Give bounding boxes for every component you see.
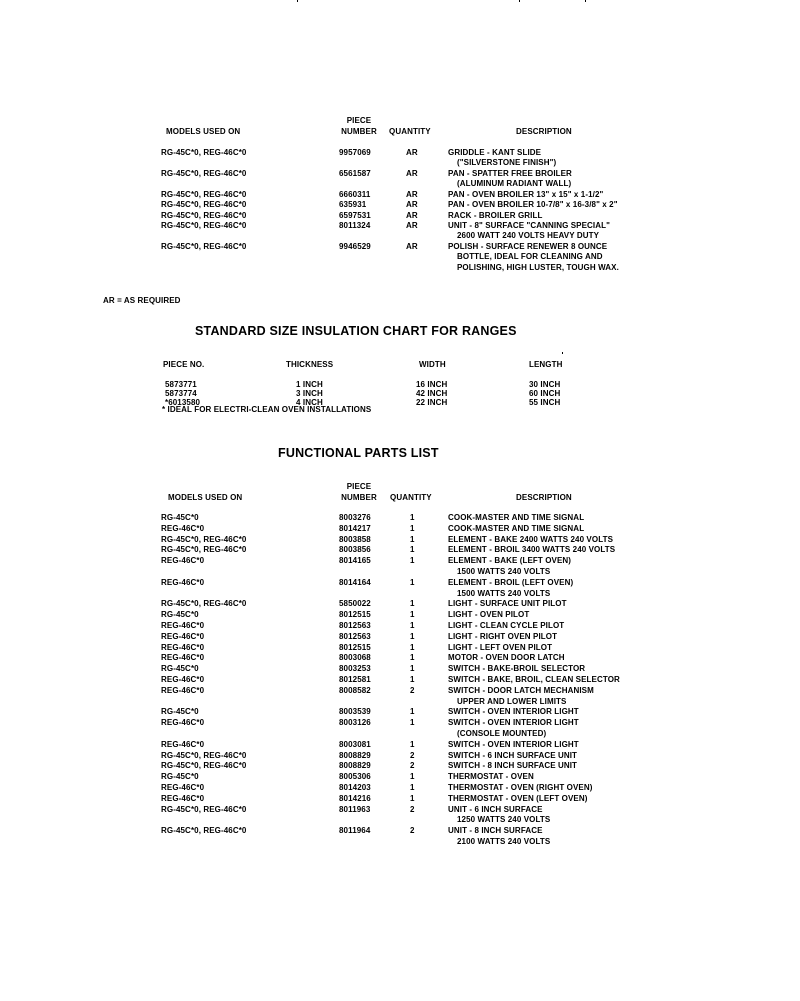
model-cell: RG-45C*0 — [161, 707, 199, 717]
description-cell: THERMOSTAT - OVEN (LEFT OVEN) — [448, 793, 588, 803]
description-cell: BOTTLE, IDEAL FOR CLEANING AND — [457, 252, 603, 262]
functional-title: FUNCTIONAL PARTS LIST — [278, 446, 439, 460]
piece-number-cell: 8003858 — [339, 534, 371, 544]
description-cell: COOK-MASTER AND TIME SIGNAL — [448, 513, 585, 522]
description-cell: LIGHT - OVEN PILOT — [448, 610, 530, 620]
quantity-cell: 1 — [410, 739, 415, 749]
piece-number-cell: 8014216 — [339, 793, 371, 803]
description-cell: 1250 WATTS 240 VOLTS — [457, 815, 551, 825]
quantity-cell: 1 — [410, 513, 415, 522]
model-cell: RG-45C*0 — [161, 610, 199, 620]
model-cell: REG-46C*0 — [161, 642, 205, 652]
model-cell: RG-45C*0, REG-46C*0 — [161, 599, 247, 609]
piece-number-cell: 8003081 — [339, 739, 371, 749]
description-cell: PAN - OVEN BROILER 13" x 15" x 1-1/2" — [448, 190, 604, 199]
header-piece-line2: NUMBER — [341, 493, 377, 502]
quantity-cell: 1 — [410, 610, 415, 620]
model-cell: RG-45C*0, REG-46C*0 — [161, 211, 247, 220]
quantity-cell: 1 — [410, 772, 415, 782]
piece-number-cell: 8003856 — [339, 545, 371, 555]
model-cell: REG-46C*0 — [161, 631, 205, 641]
insulation-width-cell: 42 INCH — [416, 389, 448, 398]
model-cell: REG-46C*0 — [161, 675, 205, 684]
quantity-cell: 1 — [410, 718, 415, 728]
description-cell: 2100 WATTS 240 VOLTS — [457, 837, 551, 846]
quantity-cell: 2 — [410, 750, 415, 760]
model-cell: RG-45C*0, REG-46C*0 — [161, 826, 247, 836]
quantity-cell: 1 — [410, 534, 415, 544]
quantity-cell: 1 — [410, 653, 415, 663]
description-cell: SWITCH - 8 INCH SURFACE UNIT — [448, 761, 578, 771]
piece-number-cell: 8014165 — [339, 556, 371, 566]
piece-number-cell: 635931 — [339, 200, 367, 209]
model-cell: RG-45C*0, REG-46C*0 — [161, 545, 247, 555]
insulation-thickness-cell: 3 INCH — [296, 389, 323, 398]
quantity-cell: 2 — [410, 826, 415, 836]
description-cell: ELEMENT - BAKE 2400 WATTS 240 VOLTS — [448, 534, 614, 544]
header-piece-line1: PIECE — [346, 482, 372, 491]
model-cell: REG-46C*0 — [161, 718, 205, 728]
header-piece-line1: PIECE — [346, 116, 372, 125]
piece-number-cell: 8008582 — [339, 685, 371, 695]
header-description: DESCRIPTION — [516, 127, 572, 136]
quantity-cell: 1 — [410, 675, 415, 684]
scan-mark — [585, 0, 586, 2]
description-cell: 1500 WATTS 240 VOLTS — [457, 567, 551, 576]
description-cell: UNIT - 8 INCH SURFACE — [448, 826, 543, 836]
insulation-note: * IDEAL FOR ELECTRI-CLEAN OVEN INSTALLATIONS — [162, 405, 372, 414]
description-cell: RACK - BROILER GRILL — [448, 211, 543, 220]
model-cell: REG-46C*0 — [161, 653, 205, 663]
quantity-cell: 2 — [410, 804, 415, 814]
model-cell: RG-45C*0, REG-46C*0 — [161, 761, 247, 771]
header-thickness: THICKNESS — [286, 360, 334, 369]
quantity-cell: 1 — [410, 577, 415, 587]
model-cell: RG-45C*0 — [161, 513, 199, 522]
description-cell: LIGHT - SURFACE UNIT PILOT — [448, 599, 567, 609]
quantity-cell: 1 — [410, 523, 415, 533]
description-cell: ELEMENT - BROIL 3400 WATTS 240 VOLTS — [448, 545, 616, 555]
piece-number-cell: 6597531 — [339, 211, 371, 220]
header-piece-no: PIECE NO. — [163, 360, 205, 369]
quantity-cell: AR — [406, 200, 418, 209]
header-piece-line2: NUMBER — [341, 127, 377, 136]
model-cell: REG-46C*0 — [161, 523, 205, 533]
header-models-used-on: MODELS USED ON — [166, 127, 241, 136]
piece-number-cell: 8003253 — [339, 664, 371, 674]
insulation-title: STANDARD SIZE INSULATION CHART FOR RANGES — [195, 324, 517, 338]
description-cell: PAN - SPATTER FREE BROILER — [448, 169, 572, 178]
piece-number-cell: 8003276 — [339, 513, 371, 522]
description-cell: UNIT - 6 INCH SURFACE — [448, 804, 543, 814]
piece-number-cell: 8012515 — [339, 642, 371, 652]
piece-number-cell: 8005306 — [339, 772, 371, 782]
piece-number-cell: 8012581 — [339, 675, 371, 684]
model-cell: REG-46C*0 — [161, 621, 205, 630]
description-cell: LIGHT - LEFT OVEN PILOT — [448, 642, 553, 652]
description-cell: MOTOR - OVEN DOOR LATCH — [448, 653, 565, 663]
model-cell: RG-45C*0, REG-46C*0 — [161, 534, 247, 544]
model-cell: RG-45C*0, REG-46C*0 — [161, 190, 247, 199]
piece-number-cell: 8012515 — [339, 610, 371, 620]
description-cell: ELEMENT - BAKE (LEFT OVEN) — [448, 556, 572, 566]
description-cell: SWITCH - DOOR LATCH MECHANISM — [448, 685, 594, 695]
piece-number-cell: 8012563 — [339, 621, 371, 630]
description-cell: PAN - OVEN BROILER 10-7/8" x 16-3/8" x 2" — [448, 200, 618, 209]
quantity-cell: AR — [406, 169, 418, 178]
insulation-piece-cell: 5873774 — [165, 389, 197, 398]
piece-number-cell: 9957069 — [339, 148, 371, 157]
description-cell: UNIT - 8" SURFACE "CANNING SPECIAL" — [448, 221, 610, 230]
description-cell: THERMOSTAT - OVEN (RIGHT OVEN) — [448, 783, 593, 792]
description-cell: SWITCH - BAKE, BROIL, CLEAN SELECTOR — [448, 675, 620, 684]
description-cell: THERMOSTAT - OVEN — [448, 772, 534, 782]
description-cell: (CONSOLE MOUNTED) — [457, 729, 547, 738]
insulation-length-cell: 60 INCH — [529, 389, 561, 398]
insulation-piece-cell: 5873771 — [165, 380, 197, 389]
header-models-used-on: MODELS USED ON — [168, 493, 243, 502]
model-cell: RG-45C*0 — [161, 772, 199, 782]
description-cell: ("SILVERSTONE FINISH") — [457, 158, 557, 168]
quantity-cell: 1 — [410, 556, 415, 566]
model-cell: RG-45C*0, REG-46C*0 — [161, 750, 247, 760]
quantity-cell: 1 — [410, 631, 415, 641]
quantity-cell: AR — [406, 242, 418, 251]
insulation-width-cell: 16 INCH — [416, 380, 448, 389]
insulation-length-cell: 30 INCH — [529, 380, 561, 389]
piece-number-cell: 8014164 — [339, 577, 371, 587]
model-cell: RG-45C*0, REG-46C*0 — [161, 148, 247, 157]
header-description: DESCRIPTION — [516, 493, 572, 502]
piece-number-cell: 8003068 — [339, 653, 371, 663]
scan-mark — [297, 0, 298, 2]
description-cell: SWITCH - OVEN INTERIOR LIGHT — [448, 707, 579, 717]
piece-number-cell: 8014203 — [339, 783, 371, 792]
model-cell: RG-45C*0, REG-46C*0 — [161, 169, 247, 178]
model-cell: REG-46C*0 — [161, 793, 205, 803]
quantity-cell: 1 — [410, 545, 415, 555]
description-cell: SWITCH - 6 INCH SURFACE UNIT — [448, 750, 578, 760]
piece-number-cell: 8014217 — [339, 523, 371, 533]
piece-number-cell: 6561587 — [339, 169, 371, 178]
model-cell: RG-45C*0, REG-46C*0 — [161, 200, 247, 209]
model-cell: RG-45C*0, REG-46C*0 — [161, 242, 247, 251]
description-cell: (ALUMINUM RADIANT WALL) — [457, 179, 572, 189]
quantity-cell: 1 — [410, 707, 415, 717]
description-cell: 1500 WATTS 240 VOLTS — [457, 588, 551, 598]
piece-number-cell: 8011964 — [339, 826, 371, 836]
description-cell: GRIDDLE - KANT SLIDE — [448, 148, 542, 157]
piece-number-cell: 9946529 — [339, 242, 371, 251]
description-cell: LIGHT - CLEAN CYCLE PILOT — [448, 621, 565, 630]
quantity-cell: 1 — [410, 793, 415, 803]
model-cell: REG-46C*0 — [161, 739, 205, 749]
insulation-thickness-cell: 4 INCH — [296, 398, 323, 407]
piece-number-cell: 8011963 — [339, 804, 371, 814]
model-cell: RG-45C*0, REG-46C*0 — [161, 221, 247, 230]
quantity-cell: AR — [406, 211, 418, 220]
header-length: LENGTH — [529, 360, 563, 369]
model-cell: REG-46C*0 — [161, 577, 205, 587]
piece-number-cell: 5850022 — [339, 599, 371, 609]
quantity-cell: 1 — [410, 599, 415, 609]
quantity-cell: 1 — [410, 621, 415, 630]
quantity-cell: 1 — [410, 664, 415, 674]
piece-number-cell: 6660311 — [339, 190, 371, 199]
model-cell: REG-46C*0 — [161, 556, 205, 566]
description-cell: 2600 WATT 240 VOLTS HEAVY DUTY — [457, 231, 599, 241]
insulation-piece-cell: *6013580 — [165, 398, 201, 407]
description-cell: POLISHING, HIGH LUSTER, TOUGH WAX. — [457, 262, 619, 272]
model-cell: REG-46C*0 — [161, 685, 205, 695]
piece-number-cell: 8012563 — [339, 631, 371, 641]
ar-note: AR = AS REQUIRED — [103, 296, 181, 305]
piece-number-cell: 8011324 — [339, 221, 371, 230]
quantity-cell: 1 — [410, 783, 415, 792]
piece-number-cell: 8008829 — [339, 750, 371, 760]
description-cell: COOK-MASTER AND TIME SIGNAL — [448, 523, 585, 533]
quantity-cell: AR — [406, 190, 418, 199]
scan-mark — [519, 0, 520, 2]
header-width: WIDTH — [419, 360, 446, 369]
description-cell: LIGHT - RIGHT OVEN PILOT — [448, 631, 558, 641]
insulation-width-cell: 22 INCH — [416, 398, 448, 407]
quantity-cell: 1 — [410, 642, 415, 652]
quantity-cell: AR — [406, 221, 418, 230]
piece-number-cell: 8003539 — [339, 707, 371, 717]
piece-number-cell: 8003126 — [339, 718, 371, 728]
header-quantity: QUANTITY — [390, 493, 432, 502]
description-cell: SWITCH - OVEN INTERIOR LIGHT — [448, 739, 579, 749]
description-cell: UPPER AND LOWER LIMITS — [457, 696, 567, 706]
model-cell: REG-46C*0 — [161, 783, 205, 792]
model-cell: RG-45C*0 — [161, 664, 199, 674]
insulation-length-cell: 55 INCH — [529, 398, 561, 407]
quantity-cell: 2 — [410, 761, 415, 771]
description-cell: SWITCH - OVEN INTERIOR LIGHT — [448, 718, 579, 728]
description-cell: ELEMENT - BROIL (LEFT OVEN) — [448, 577, 574, 587]
insulation-thickness-cell: 1 INCH — [296, 380, 323, 389]
scan-mark — [562, 352, 563, 354]
header-quantity: QUANTITY — [389, 127, 431, 136]
description-cell: SWITCH - BAKE-BROIL SELECTOR — [448, 664, 586, 674]
quantity-cell: 2 — [410, 685, 415, 695]
description-cell: POLISH - SURFACE RENEWER 8 OUNCE — [448, 242, 608, 251]
model-cell: RG-45C*0, REG-46C*0 — [161, 804, 247, 814]
quantity-cell: AR — [406, 148, 418, 157]
piece-number-cell: 8008829 — [339, 761, 371, 771]
